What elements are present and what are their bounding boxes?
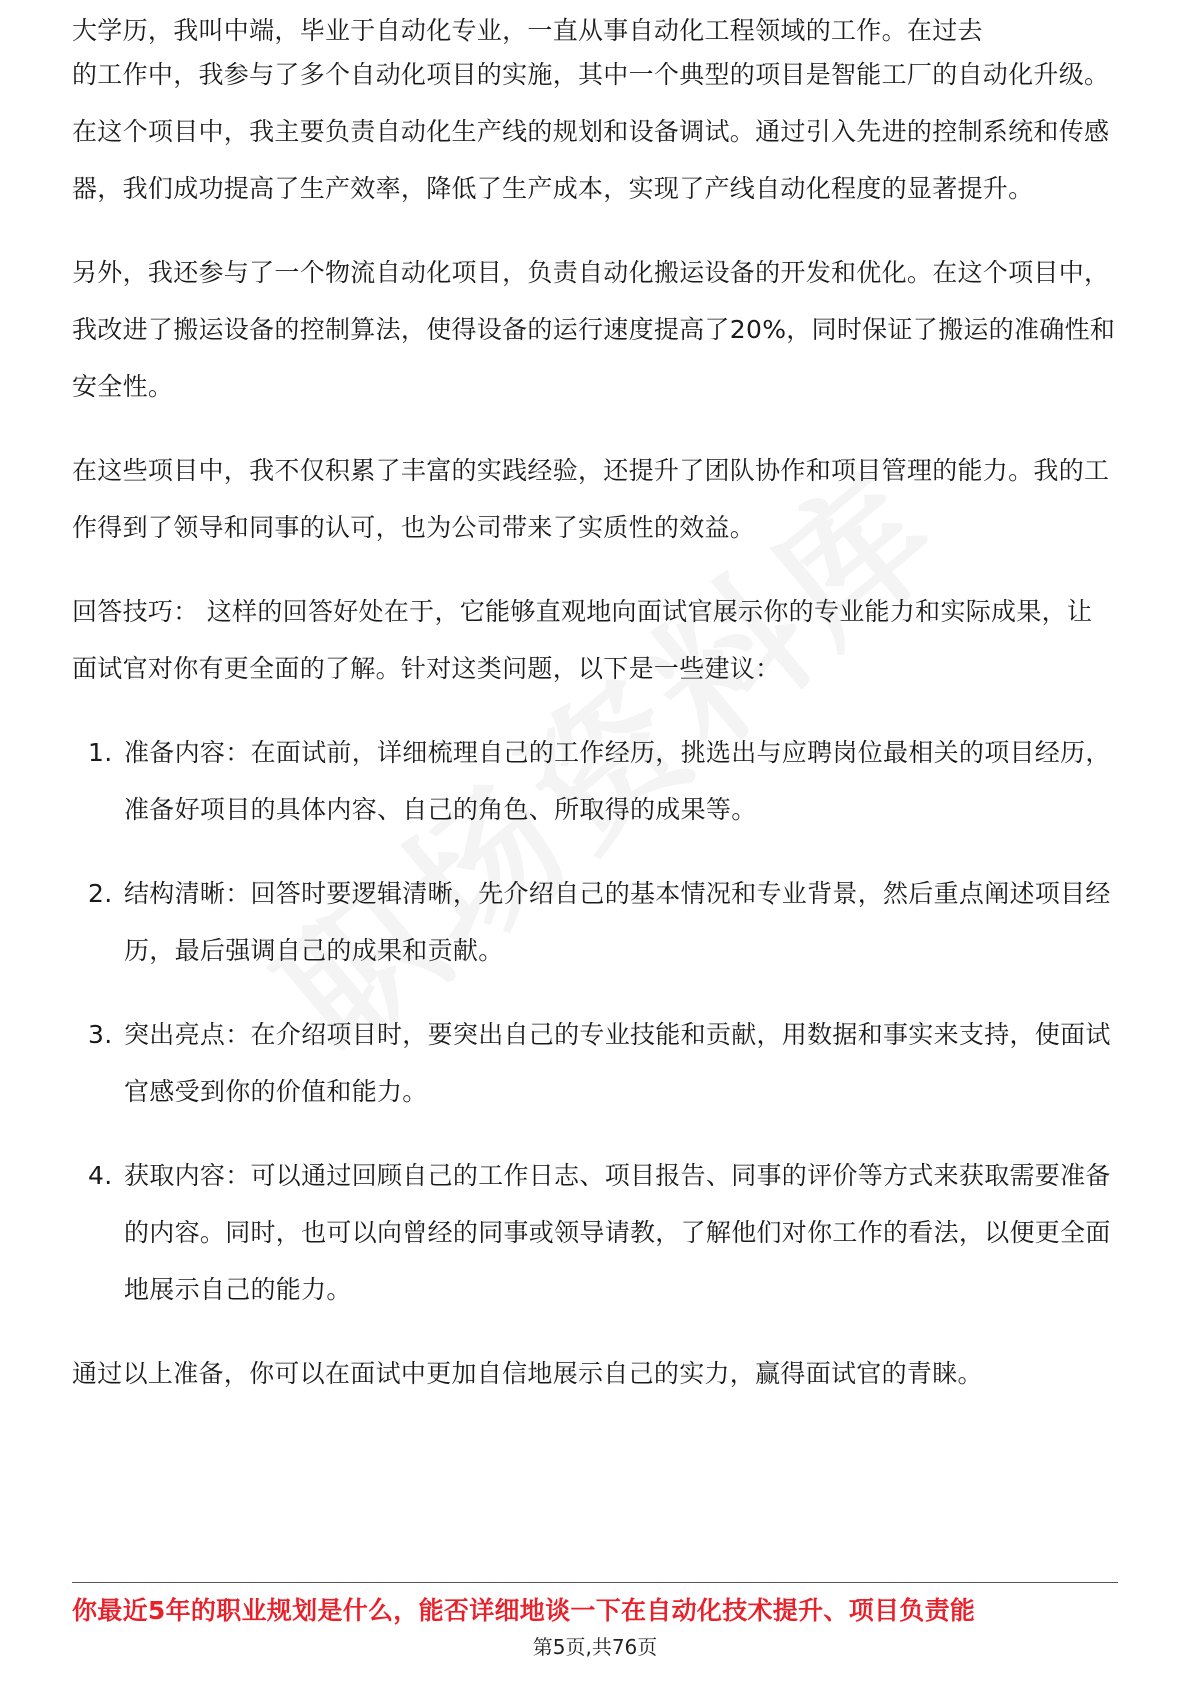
list-item-text: 准备内容：在面试前，详细梳理自己的工作经历，挑选出与应聘岗位最相关的项目经历，准备好项目的具体内容、自己的角色、所取得的成果等。 (124, 738, 1111, 824)
cut-off-line (72, 16, 1117, 46)
page-number: 第5页,共76页 (532, 1635, 658, 1659)
paragraph-closing: 通过以上准备，你可以在面试中更加自信地展示自己的实力，赢得面试官的青睐。 (72, 1359, 983, 1388)
section-divider (72, 1582, 1118, 1583)
list-item-text: 突出亮点：在介绍项目时，要突出自己的专业技能和贡献，用数据和事实来支持，使面试官感受到你的价值和能力。 (124, 1020, 1111, 1106)
paragraph-answer-tips: 回答技巧： 这样的回答好处在于，它能够直观地向面试官展示你的专业能力和实际成果，让面试官对你有更全面的了解。针对这类问题，以下是一些建议： (72, 597, 1093, 683)
list-item-number: 4. (88, 1161, 113, 1190)
list-item-number: 1. (88, 738, 113, 767)
list-item (72, 724, 1117, 838)
paragraph-project-1: 的工作中，我参与了多个自动化项目的实施，其中一个典型的项目是智能工厂的自动化升级。在这个项目中，我主要负责自动化生产线的规划和设备调试。通过引入先进的控制系统和传感器，我们成功提高了生产效率，降低了生产成本，实现了产线自动化程度的显著提升。 (72, 60, 1110, 203)
list-item-number: 2. (88, 879, 113, 908)
list-item (72, 1006, 1117, 1120)
list-item (72, 1147, 1117, 1318)
list-item (72, 865, 1117, 979)
next-question-heading: 你最近5年的职业规划是什么，能否详细地谈一下在自动化技术提升、项目负责能 (72, 1596, 976, 1625)
list-item-number: 3. (88, 1020, 113, 1049)
answer-body (72, 16, 1117, 1429)
tips-list (72, 724, 1117, 1318)
list-item-text: 获取内容：可以通过回顾自己的工作日志、项目报告、同事的评价等方式来获取需要准备的内容。同时，也可以向曾经的同事或领导请教，了解他们对你工作的看法，以便更全面地展示自己的能力。 (124, 1161, 1111, 1304)
list-item-text: 结构清晰：回答时要逻辑清晰，先介绍自己的基本情况和专业背景，然后重点阐述项目经历，最后强调自己的成果和贡献。 (124, 879, 1111, 965)
paragraph-project-2: 另外，我还参与了一个物流自动化项目，负责自动化搬运设备的开发和优化。在这个项目中，我改进了搬运设备的控制算法，使得设备的运行速度提高了20%，同时保证了搬运的准确性和安全性。 (72, 258, 1116, 401)
paragraph-summary: 在这些项目中，我不仅积累了丰富的实践经验，还提升了团队协作和项目管理的能力。我的工作得到了领导和同事的认可，也为公司带来了实质性的效益。 (72, 456, 1110, 542)
cut-off-line-text: 大学历，我叫中端，毕业于自动化专业，一直从事自动化工程领域的工作。在过去 (72, 16, 983, 45)
